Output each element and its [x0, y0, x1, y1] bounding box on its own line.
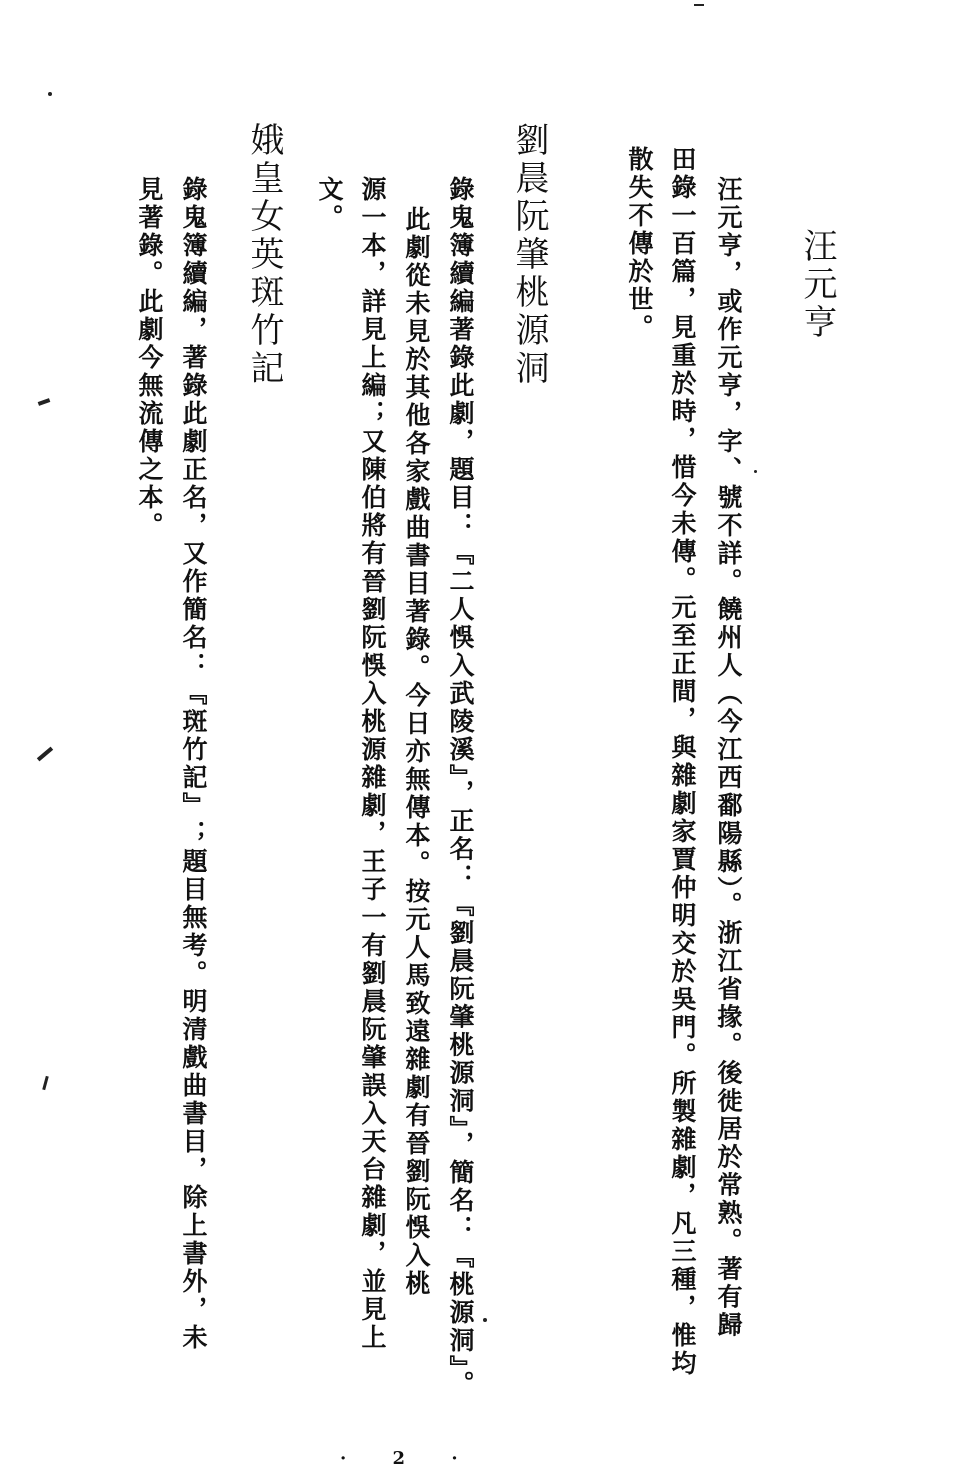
page-number: · 2 ·: [340, 1448, 478, 1469]
text-line: 文。: [315, 176, 344, 232]
text-line: 散失不傳於世。: [625, 146, 654, 342]
text-line: 錄鬼簿續編著錄此劇，題目：『二人悞入武陵溪』，正名：『劉晨阮肇桃源洞』，簡名：『桃源洞』。: [446, 176, 475, 1399]
text-line: 此劇從未見於其他各家戲曲書目著錄。今日亦無傳本。按元人馬致遠雜劇有晉劉阮悞入桃: [402, 206, 431, 1298]
text-line: 錄鬼簿續編，著錄此劇正名，又作簡名：『斑竹記』；題目無考。明清戲曲書目，除上書外，未: [179, 176, 208, 1352]
scan-speck: [483, 1318, 487, 1322]
scan-speck: [754, 470, 757, 473]
scan-speck: [48, 92, 52, 96]
scan-speck: [38, 398, 51, 406]
scan-speck: [42, 1076, 49, 1090]
text-line: 田錄一百篇，見重於時，惜今未傳。元至正間，與雜劇家賈仲明交於吳門。所製雜劇，凡三種，惟均: [668, 146, 697, 1378]
entry-heading: 娥皇女英斑竹記: [244, 122, 284, 388]
text-line: 汪元亨，或作元亨，字、號不詳。饒州人（今江西鄱陽縣）。浙江省掾。後徙居於常熟。著有歸: [714, 176, 743, 1340]
scan-speck: [37, 747, 53, 762]
text-line: 源一本，詳見上編；又陳伯將有晉劉阮悞入桃源雜劇，王子一有劉晨阮肇誤入天台雜劇，並見上: [358, 176, 387, 1352]
text-line: 見著錄。此劇今無流傳之本。: [135, 176, 164, 540]
entry-heading: 汪元亨: [797, 228, 837, 342]
scan-speck: [694, 4, 704, 6]
entry-heading: 劉晨阮肇桃源洞: [509, 122, 549, 388]
